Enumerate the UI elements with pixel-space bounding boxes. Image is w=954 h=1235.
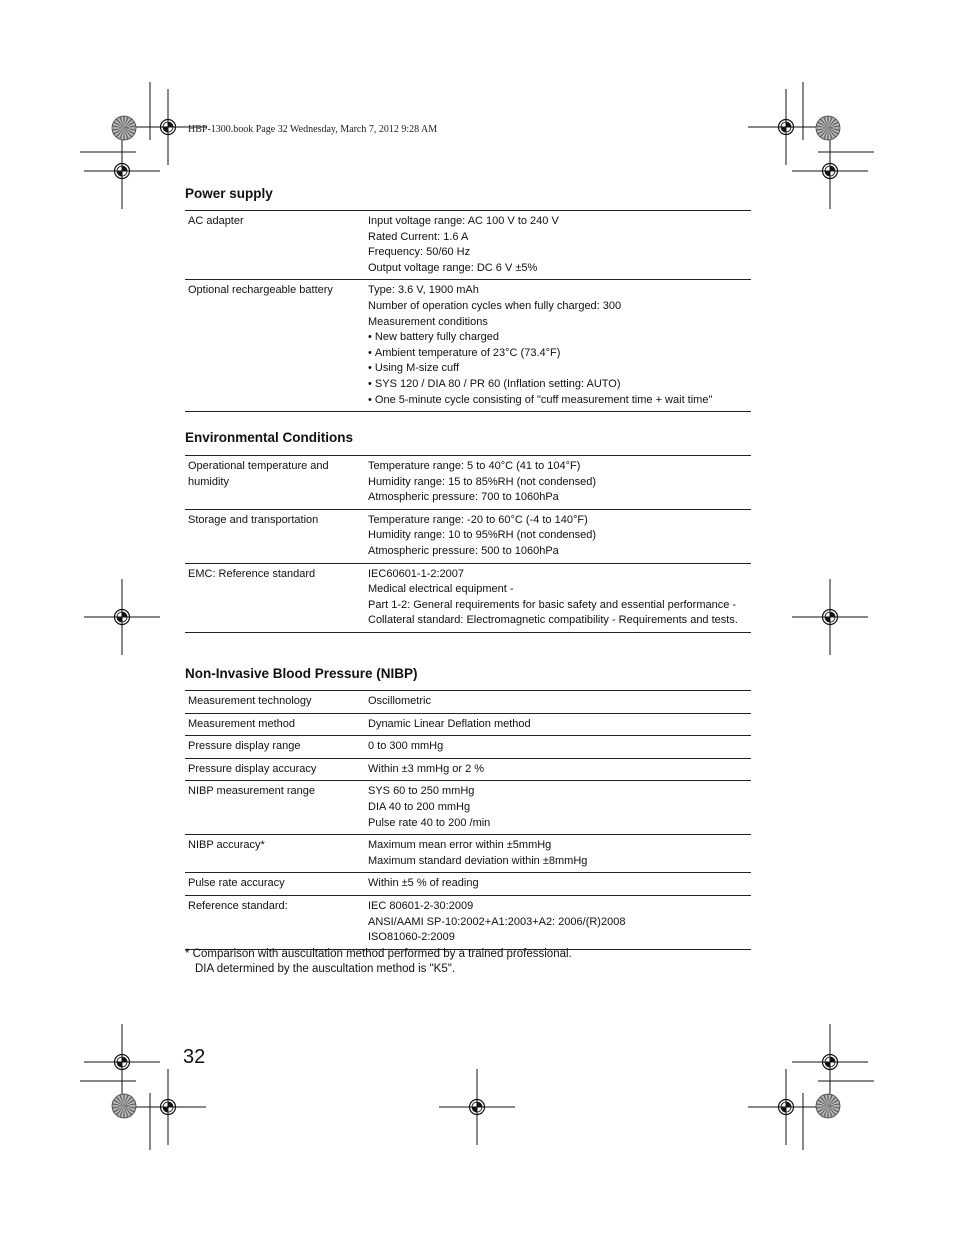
footnote xyxy=(185,947,572,977)
value-line: ANSI/AAMI SP-10:2002+A1:2003+A2: 2006/(R)2008 xyxy=(368,915,626,928)
registration-target-icon xyxy=(84,579,160,655)
row-value xyxy=(362,736,751,759)
footnote-line: * Comparison with auscultation method performed by a trained professional. xyxy=(185,948,572,960)
registration-starburst-icon xyxy=(112,116,136,140)
value-line: Input voltage range: AC 100 V to 240 V xyxy=(368,215,559,227)
row-value xyxy=(362,509,751,563)
row-value xyxy=(362,873,751,896)
value-line: Part 1-2: General requirements for basic safety and essential performance - Collateral standard: Electromagnetic compatibility - Requirements and tests. xyxy=(368,598,738,627)
value-line: 0 to 300 mmHg xyxy=(368,740,444,753)
row-label: EMC: Reference standard xyxy=(185,563,362,632)
row-label: NIBP accuracy* xyxy=(185,835,362,873)
row-label: AC adapter xyxy=(185,211,362,280)
registration-target-icon xyxy=(439,1069,515,1145)
row-value xyxy=(362,713,751,736)
bullet-item: • SYS 120 / DIA 80 / PR 60 (Inflation setting: AUTO) xyxy=(368,377,747,393)
row-value xyxy=(362,758,751,781)
row-label: Measurement technology xyxy=(185,691,362,714)
value-line: Within ±5 % of reading xyxy=(368,877,479,890)
row-label: Reference standard: xyxy=(185,895,362,949)
table-row xyxy=(185,211,751,280)
registration-starburst-icon xyxy=(816,1094,840,1118)
table-row xyxy=(185,736,751,759)
value-line: Maximum mean error within ±5mmHg xyxy=(368,839,552,852)
table-row xyxy=(185,280,751,412)
value-line: Oscillometric xyxy=(368,695,431,707)
value-line: Atmospheric pressure: 700 to 1060hPa xyxy=(368,491,559,504)
value-line: Pulse rate 40 to 200 /min xyxy=(368,816,491,829)
table-row xyxy=(185,691,751,714)
value-line: Frequency: 50/60 Hz xyxy=(368,246,471,259)
value-line: Temperature range: -20 to 60°C (-4 to 140°F) xyxy=(368,513,588,526)
bullet-item: • Ambient temperature of 23°C (73.4°F) xyxy=(368,346,747,362)
value-line: Output voltage range: DC 6 V ±5% xyxy=(368,261,538,274)
value-line: Number of operation cycles when fully charged: 300 xyxy=(368,299,622,312)
value-line: Dynamic Linear Deflation method xyxy=(368,717,531,730)
bullet-item: • Using M-size cuff xyxy=(368,361,747,377)
row-label: Pulse rate accuracy xyxy=(185,873,362,896)
registration-target-icon xyxy=(84,133,160,209)
bullet-item: • One 5-minute cycle consisting of "cuff measurement time + wait time" xyxy=(368,393,747,409)
registration-target-icon xyxy=(748,1069,824,1145)
table-row xyxy=(185,563,751,632)
row-value xyxy=(362,563,751,632)
row-value xyxy=(362,895,751,949)
table-row xyxy=(185,895,751,949)
registration-starburst-icon xyxy=(112,1094,136,1118)
registration-target-icon xyxy=(748,89,824,165)
table-row xyxy=(185,758,751,781)
value-line: Type: 3.6 V, 1900 mAh xyxy=(368,284,479,297)
row-value xyxy=(362,835,751,873)
row-label: Operational temperature and humidity xyxy=(185,456,362,510)
table-row xyxy=(185,873,751,896)
table-row xyxy=(185,781,751,835)
row-label: NIBP measurement range xyxy=(185,781,362,835)
table-row xyxy=(185,456,751,510)
value-line: Maximum standard deviation within ±8mmHg xyxy=(368,854,588,867)
value-line: Medical electrical equipment - xyxy=(368,583,514,596)
environmental-table xyxy=(185,455,751,633)
value-line: ISO81060-2:2009 xyxy=(368,931,455,944)
section-title-environmental: Environmental Conditions xyxy=(185,430,354,445)
row-label: Pressure display accuracy xyxy=(185,758,362,781)
row-value xyxy=(362,781,751,835)
value-line: DIA 40 to 200 mmHg xyxy=(368,800,471,813)
table-row xyxy=(185,835,751,873)
row-label: Pressure display range xyxy=(185,736,362,759)
value-line: Humidity range: 15 to 85%RH (not condensed) xyxy=(368,475,597,488)
row-value xyxy=(362,456,751,510)
bullet-item: • New battery fully charged xyxy=(368,330,747,346)
registration-target-icon xyxy=(792,133,868,209)
value-line: IEC60601-1-2:2007 xyxy=(368,567,465,580)
section-title-power-supply: Power supply xyxy=(185,186,273,201)
table-row xyxy=(185,509,751,563)
registration-target-icon xyxy=(792,579,868,655)
value-line: Within ±3 mmHg or 2 % xyxy=(368,762,485,775)
registration-target-icon xyxy=(792,1024,868,1100)
section-title-nibp: Non-Invasive Blood Pressure (NIBP) xyxy=(185,666,418,681)
footnote-line: DIA determined by the auscultation method is "K5". xyxy=(195,963,456,975)
value-line: Temperature range: 5 to 40°C (41 to 104°F) xyxy=(368,460,581,472)
value-line: Measurement conditions xyxy=(368,315,488,328)
row-label: Storage and transportation xyxy=(185,509,362,563)
registration-target-icon xyxy=(84,1024,160,1100)
table-row xyxy=(185,713,751,736)
row-label: Optional rechargeable battery xyxy=(185,280,362,412)
value-line: SYS 60 to 250 mmHg xyxy=(368,785,475,798)
value-line: Humidity range: 10 to 95%RH (not condensed) xyxy=(368,529,597,542)
value-line: Atmospheric pressure: 500 to 1060hPa xyxy=(368,544,559,557)
nibp-table xyxy=(185,690,751,950)
row-label: Measurement method xyxy=(185,713,362,736)
registration-starburst-icon xyxy=(816,116,840,140)
row-value xyxy=(362,280,751,412)
power-supply-table xyxy=(185,210,751,412)
row-value xyxy=(362,691,751,714)
book-info-header: HBP-1300.book Page 32 Wednesday, March 7, 2012 9:28 AM xyxy=(188,124,438,135)
value-line: IEC 80601-2-30:2009 xyxy=(368,899,474,912)
value-line: Rated Current: 1.6 A xyxy=(368,230,469,243)
row-value xyxy=(362,211,751,280)
page-number: 32 xyxy=(183,1046,206,1068)
registration-target-icon xyxy=(130,1069,206,1145)
